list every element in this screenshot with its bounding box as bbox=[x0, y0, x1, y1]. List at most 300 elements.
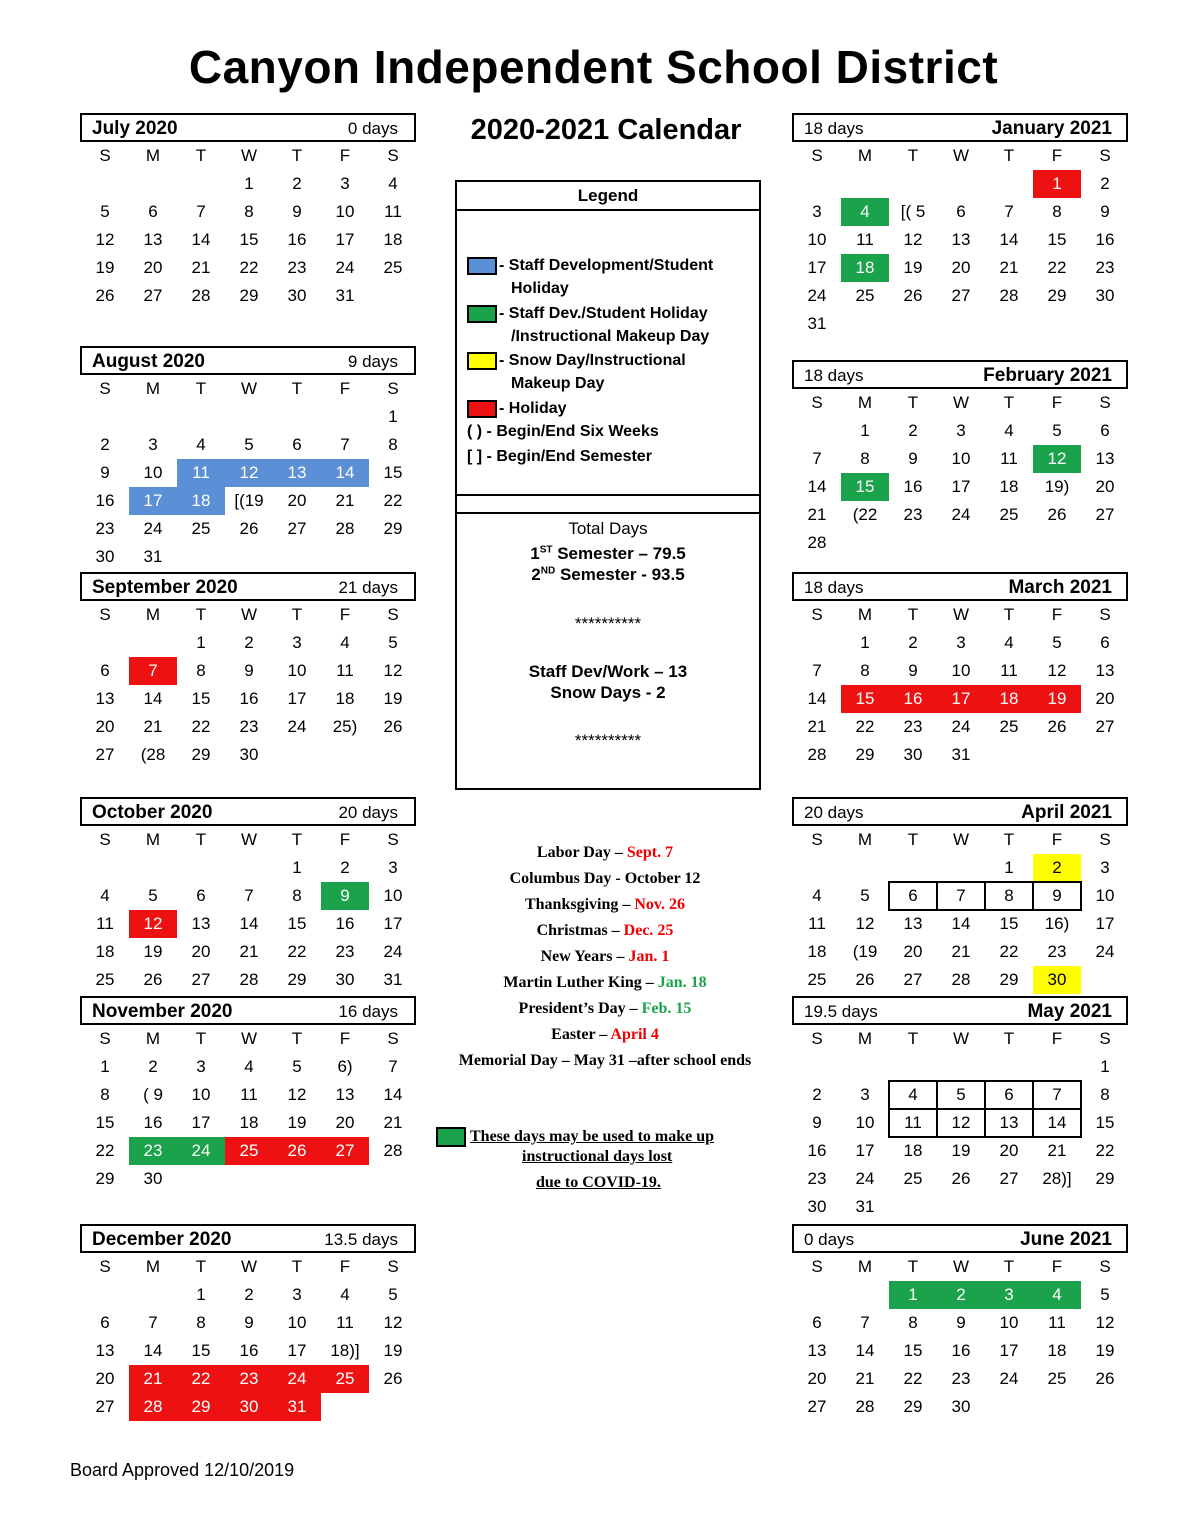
day-cell: 27 bbox=[903, 970, 923, 989]
day-cell: 4 bbox=[340, 633, 350, 652]
day-cell: 20 bbox=[951, 258, 971, 277]
day-cell: 8 bbox=[908, 1313, 918, 1332]
day-cell: 14 bbox=[321, 459, 369, 487]
month-apr bbox=[792, 797, 1128, 994]
day-cell: 21 bbox=[129, 1365, 177, 1393]
day-cell: 12 bbox=[937, 1109, 985, 1137]
day-cell: 26 bbox=[143, 970, 163, 989]
day-cell: 28 bbox=[951, 970, 971, 989]
day-cell: 1 bbox=[388, 407, 398, 426]
legend-semester: [ ] - Begin/End Semester bbox=[467, 448, 652, 465]
day-cell: 6 bbox=[100, 661, 110, 680]
holiday-date: Sept. 7 bbox=[626, 844, 674, 861]
weekday-label: S bbox=[811, 1257, 823, 1276]
red-swatch-icon bbox=[467, 400, 497, 418]
month-name: November 2020 bbox=[92, 1001, 233, 1022]
day-cell: 7 bbox=[1033, 1081, 1081, 1109]
weekday-label: S bbox=[1099, 830, 1111, 849]
holiday-name: Memorial Day – May 31 –after school ends bbox=[458, 1052, 752, 1069]
legend-text: - Staff Development/Student bbox=[499, 257, 714, 274]
day-cell: 13 bbox=[143, 230, 163, 249]
empty-cell bbox=[273, 403, 321, 431]
month-jan bbox=[792, 113, 1128, 338]
day-cell: 4 bbox=[196, 435, 206, 454]
weekday-label: T bbox=[907, 393, 919, 412]
month-feb bbox=[792, 360, 1128, 557]
day-cell: 7 bbox=[812, 449, 822, 468]
day-cell: 16 bbox=[239, 689, 259, 708]
month-day-count: 18 days bbox=[804, 578, 864, 597]
day-cell: 21 bbox=[335, 491, 355, 510]
holiday-row bbox=[440, 918, 770, 944]
weekday-label: S bbox=[387, 146, 399, 165]
day-cell: 22 bbox=[999, 942, 1019, 961]
covid-note bbox=[436, 1127, 776, 1193]
empty-cell bbox=[889, 170, 937, 198]
month-mar bbox=[792, 572, 1128, 769]
day-cell: 25 bbox=[191, 519, 211, 538]
day-cell: 17 bbox=[383, 914, 403, 933]
day-cell: 24 bbox=[177, 1137, 225, 1165]
empty-cell bbox=[369, 543, 417, 571]
day-cell: 22 bbox=[383, 491, 403, 510]
month-header bbox=[792, 996, 1128, 1025]
day-cell: 21 bbox=[951, 942, 971, 961]
day-cell: 12 bbox=[855, 914, 875, 933]
day-cell: 22 bbox=[95, 1141, 115, 1160]
day-cell: 24 bbox=[383, 942, 403, 961]
day-cell: 28 bbox=[239, 970, 259, 989]
day-cell: 9 bbox=[244, 1313, 254, 1332]
day-cell: 28 bbox=[999, 286, 1019, 305]
empty-cell bbox=[225, 1165, 273, 1193]
day-cell: 26 bbox=[95, 286, 115, 305]
day-cell: 14 bbox=[855, 1341, 875, 1360]
empty-cell bbox=[177, 543, 225, 571]
day-cell: 3 bbox=[1100, 858, 1110, 877]
day-cell: 3 bbox=[985, 1281, 1033, 1309]
day-cell: 10 bbox=[143, 463, 163, 482]
weekday-label: S bbox=[811, 605, 823, 624]
month-day-count: 21 days bbox=[338, 578, 398, 597]
day-cell: 5 bbox=[860, 886, 870, 905]
day-cell: 27 bbox=[999, 1169, 1019, 1188]
day-cell: 21 bbox=[999, 258, 1019, 277]
month-name: February 2021 bbox=[983, 365, 1112, 386]
weekday-label: T bbox=[195, 830, 207, 849]
day-cell: (22 bbox=[852, 505, 878, 524]
month-name: May 2021 bbox=[1027, 1001, 1112, 1022]
day-cell: 10 bbox=[287, 661, 307, 680]
day-cell: 24 bbox=[287, 717, 307, 736]
day-cell: 18 bbox=[999, 477, 1019, 496]
day-cell: 7 bbox=[1004, 202, 1014, 221]
weekday-label: F bbox=[1051, 1029, 1063, 1048]
weekday-label: S bbox=[811, 146, 823, 165]
day-cell: 22 bbox=[1047, 258, 1067, 277]
holiday-date: Dec. 25 bbox=[623, 922, 674, 939]
weekday-label: S bbox=[99, 1257, 111, 1276]
holiday-row bbox=[440, 970, 770, 996]
day-cell: 13 bbox=[807, 1341, 827, 1360]
day-cell: 19 bbox=[143, 942, 163, 961]
day-cell: 25 bbox=[1047, 1369, 1067, 1388]
day-cell: 20 bbox=[807, 1369, 827, 1388]
empty-cell bbox=[321, 403, 369, 431]
day-cell: 11 bbox=[240, 1085, 258, 1104]
day-cell: 2 bbox=[1100, 174, 1110, 193]
legend-text: Holiday bbox=[511, 280, 569, 297]
day-cell: 7 bbox=[937, 882, 985, 910]
weekday-label: F bbox=[1051, 393, 1063, 412]
month-jun bbox=[792, 1224, 1128, 1421]
day-cell: 20 bbox=[1095, 689, 1115, 708]
day-cell: 23 bbox=[287, 258, 307, 277]
day-cell: 29 bbox=[239, 286, 259, 305]
day-cell: 12 bbox=[1047, 661, 1067, 680]
weekday-label: M bbox=[145, 1029, 161, 1048]
weekday-label: T bbox=[907, 830, 919, 849]
empty-cell bbox=[937, 854, 985, 882]
day-cell: 20 bbox=[903, 942, 923, 961]
day-cell: 15 bbox=[95, 1113, 115, 1132]
day-cell: 24 bbox=[335, 258, 355, 277]
day-cell: 26 bbox=[239, 519, 259, 538]
legend-item-holiday bbox=[467, 397, 567, 420]
day-cell: 28 bbox=[807, 533, 827, 552]
weekday-label: S bbox=[387, 1029, 399, 1048]
empty-cell bbox=[129, 854, 177, 882]
day-cell: 29 bbox=[855, 745, 875, 764]
day-cell: 17 bbox=[1095, 914, 1115, 933]
day-cell: 25 bbox=[95, 970, 115, 989]
day-cell: 23 bbox=[335, 942, 355, 961]
day-cell: 20 bbox=[287, 491, 307, 510]
empty-cell bbox=[841, 529, 889, 557]
day-cell: 12 bbox=[903, 230, 923, 249]
day-cell: 21 bbox=[855, 1369, 875, 1388]
day-cell: 11 bbox=[177, 459, 225, 487]
legend-text: /Instructional Makeup Day bbox=[511, 328, 710, 345]
holiday-date: Jan. 18 bbox=[657, 974, 707, 991]
day-cell: 2 bbox=[244, 1285, 254, 1304]
day-cell: 14 bbox=[999, 230, 1019, 249]
day-cell: 18 bbox=[383, 230, 403, 249]
day-cell: 10 bbox=[999, 1313, 1019, 1332]
day-cell: 9 bbox=[1100, 202, 1110, 221]
day-cell: 25 bbox=[999, 717, 1019, 736]
day-cell: 3 bbox=[812, 202, 822, 221]
snow-days-count: Snow Days - 2 bbox=[550, 683, 666, 702]
day-cell: 31 bbox=[807, 314, 827, 333]
day-cell: 1 bbox=[1100, 1057, 1110, 1076]
day-cell: 1 bbox=[244, 174, 254, 193]
day-cell: 16 bbox=[807, 1141, 827, 1160]
day-cell: 25 bbox=[855, 286, 875, 305]
day-cell: 10 bbox=[287, 1313, 307, 1332]
holiday-row bbox=[440, 1048, 770, 1074]
day-cell: 18 bbox=[841, 254, 889, 282]
weekday-label: F bbox=[339, 146, 351, 165]
day-cell: 16 bbox=[239, 1341, 259, 1360]
weekday-label: F bbox=[339, 1257, 351, 1276]
day-cell: 25 bbox=[321, 1365, 369, 1393]
day-cell: 15 bbox=[999, 914, 1019, 933]
empty-cell bbox=[273, 741, 321, 769]
day-cell: 10 bbox=[807, 230, 827, 249]
day-cell: 24 bbox=[143, 519, 163, 538]
day-cell: 11 bbox=[384, 202, 402, 221]
weekday-label: W bbox=[240, 146, 258, 165]
day-cell: 13 bbox=[1095, 449, 1115, 468]
empty-cell bbox=[937, 1193, 985, 1221]
empty-cell bbox=[793, 1053, 841, 1081]
empty-cell bbox=[841, 1053, 889, 1081]
empty-cell bbox=[369, 1393, 417, 1421]
month-header bbox=[792, 113, 1128, 142]
day-cell: 28 bbox=[191, 286, 211, 305]
day-cell: 3 bbox=[292, 633, 302, 652]
empty-cell bbox=[177, 1165, 225, 1193]
month-day-count: 19.5 days bbox=[804, 1002, 878, 1021]
day-cell: 6 bbox=[1100, 421, 1110, 440]
month-header bbox=[792, 360, 1128, 389]
empty-cell bbox=[369, 282, 417, 310]
day-cell: 26 bbox=[383, 717, 403, 736]
day-cell: 6 bbox=[889, 882, 937, 910]
month-header bbox=[792, 1224, 1128, 1253]
day-cell: 26 bbox=[951, 1169, 971, 1188]
month-header bbox=[80, 113, 416, 142]
weekday-label: S bbox=[1099, 1029, 1111, 1048]
month-name: September 2020 bbox=[92, 577, 238, 598]
day-cell: 26 bbox=[383, 1369, 403, 1388]
day-cell: 21 bbox=[191, 258, 211, 277]
empty-cell bbox=[985, 1193, 1033, 1221]
day-cell: 8 bbox=[860, 449, 870, 468]
day-cell: 6 bbox=[812, 1313, 822, 1332]
day-cell: 1 bbox=[196, 1285, 206, 1304]
day-cell: 31 bbox=[335, 286, 355, 305]
day-cell: 22 bbox=[191, 717, 211, 736]
holiday-row bbox=[440, 1022, 770, 1048]
weekday-label: S bbox=[99, 1029, 111, 1048]
empty-cell bbox=[81, 403, 129, 431]
day-cell: 11 bbox=[96, 914, 114, 933]
weekday-label: S bbox=[811, 1029, 823, 1048]
day-cell: 17 bbox=[937, 685, 985, 713]
green-swatch-icon bbox=[436, 1127, 466, 1147]
day-cell: 16 bbox=[335, 914, 355, 933]
total-days-label: Total Days bbox=[568, 519, 648, 538]
day-cell: 27 bbox=[95, 1397, 115, 1416]
day-cell: 28)] bbox=[1042, 1169, 1072, 1188]
day-cell: 8 bbox=[860, 661, 870, 680]
empty-cell bbox=[321, 741, 369, 769]
weekday-label: S bbox=[811, 393, 823, 412]
day-cell: 13 bbox=[335, 1085, 355, 1104]
empty-cell bbox=[1081, 741, 1129, 769]
day-cell: 15 bbox=[841, 685, 889, 713]
day-cell: 15 bbox=[287, 914, 307, 933]
month-day-count: 0 days bbox=[804, 1230, 855, 1249]
day-cell: 18 bbox=[177, 487, 225, 515]
day-cell: 7 bbox=[196, 202, 206, 221]
day-cell: 28 bbox=[383, 1141, 403, 1160]
day-cell: 20 bbox=[999, 1141, 1019, 1160]
empty-cell bbox=[793, 629, 841, 657]
day-cell: 29 bbox=[191, 745, 211, 764]
day-cell: 5 bbox=[100, 202, 110, 221]
day-cell: 1 bbox=[196, 633, 206, 652]
day-cell: 23 bbox=[95, 519, 115, 538]
day-cell: 11 bbox=[889, 1109, 937, 1137]
day-cell: 25 bbox=[225, 1137, 273, 1165]
empty-cell bbox=[177, 403, 225, 431]
day-cell: 8 bbox=[1052, 202, 1062, 221]
month-header bbox=[792, 572, 1128, 601]
day-cell: 30 bbox=[239, 745, 259, 764]
day-cell: 12 bbox=[383, 661, 403, 680]
day-cell: 2 bbox=[812, 1085, 822, 1104]
weekday-label: T bbox=[1003, 605, 1015, 624]
covid-note-line: These days may be used to make up bbox=[470, 1128, 715, 1145]
day-cell: 13 bbox=[95, 689, 115, 708]
weekday-label: S bbox=[99, 605, 111, 624]
day-cell: 14 bbox=[951, 914, 971, 933]
weekday-label: W bbox=[240, 1029, 258, 1048]
holiday-date: Jan. 1 bbox=[628, 948, 670, 965]
month-name: March 2021 bbox=[1008, 577, 1112, 598]
day-cell: 22 bbox=[177, 1365, 225, 1393]
holiday-name: Easter – bbox=[551, 1026, 611, 1043]
day-cell: 29 bbox=[177, 1393, 225, 1421]
day-cell: 27 bbox=[287, 519, 307, 538]
weekday-label: T bbox=[1003, 393, 1015, 412]
day-cell: 17 bbox=[999, 1341, 1019, 1360]
day-cell: 2 bbox=[148, 1057, 158, 1076]
day-cell: 16 bbox=[1095, 230, 1115, 249]
day-cell: 12 bbox=[129, 910, 177, 938]
day-cell: 24 bbox=[855, 1169, 875, 1188]
day-cell: 16 bbox=[95, 491, 115, 510]
day-cell: 13 bbox=[191, 914, 211, 933]
weekday-label: M bbox=[145, 1257, 161, 1276]
day-cell: 19 bbox=[287, 1113, 307, 1132]
weekday-label: W bbox=[240, 830, 258, 849]
day-cell: 8 bbox=[100, 1085, 110, 1104]
day-cell: 23 bbox=[807, 1169, 827, 1188]
day-cell: 4 bbox=[388, 174, 398, 193]
empty-cell bbox=[841, 310, 889, 338]
day-cell: 10 bbox=[191, 1085, 211, 1104]
empty-cell bbox=[129, 1281, 177, 1309]
weekday-label: S bbox=[1099, 146, 1111, 165]
month-name: August 2020 bbox=[92, 351, 205, 372]
day-cell: 3 bbox=[956, 633, 966, 652]
day-cell: 2 bbox=[1033, 854, 1081, 882]
weekday-label: F bbox=[339, 379, 351, 398]
day-cell: 4 bbox=[1004, 633, 1014, 652]
day-cell: 1 bbox=[1004, 858, 1014, 877]
empty-cell bbox=[1033, 529, 1081, 557]
day-cell: 15 bbox=[191, 1341, 211, 1360]
weekday-label: T bbox=[195, 146, 207, 165]
day-cell: 28 bbox=[335, 519, 355, 538]
day-cell: 4 bbox=[812, 886, 822, 905]
weekday-label: M bbox=[857, 393, 873, 412]
day-cell: 13 bbox=[1095, 661, 1115, 680]
empty-cell bbox=[937, 529, 985, 557]
weekday-label: T bbox=[907, 1257, 919, 1276]
day-cell: 11 bbox=[1048, 1313, 1066, 1332]
day-cell: 7 bbox=[812, 661, 822, 680]
weekday-label: T bbox=[291, 1029, 303, 1048]
day-cell: 18 bbox=[1047, 1341, 1067, 1360]
holiday-row bbox=[440, 996, 770, 1022]
day-cell: 19 bbox=[1095, 1341, 1115, 1360]
empty-cell bbox=[1081, 1393, 1129, 1421]
weekday-label: W bbox=[952, 1029, 970, 1048]
empty-cell bbox=[321, 1393, 369, 1421]
holiday-row bbox=[440, 944, 770, 970]
day-cell: 18 bbox=[807, 942, 827, 961]
day-cell: 27 bbox=[1095, 505, 1115, 524]
weekday-label: T bbox=[1003, 830, 1015, 849]
weekday-label: M bbox=[857, 605, 873, 624]
day-cell: 5 bbox=[1052, 633, 1062, 652]
day-cell: 23 bbox=[239, 717, 259, 736]
day-cell: 9 bbox=[908, 449, 918, 468]
month-nov bbox=[80, 996, 416, 1193]
day-cell: 5 bbox=[388, 633, 398, 652]
weekday-label: M bbox=[857, 146, 873, 165]
weekday-label: S bbox=[811, 830, 823, 849]
day-cell: 13 bbox=[903, 914, 923, 933]
day-cell: 13 bbox=[273, 459, 321, 487]
empty-cell bbox=[937, 310, 985, 338]
day-cell: 8 bbox=[388, 435, 398, 454]
semester-2-total: 2ND Semester - 93.5 bbox=[531, 565, 685, 584]
empty-cell bbox=[273, 543, 321, 571]
day-cell: 6 bbox=[100, 1313, 110, 1332]
month-header bbox=[792, 797, 1128, 826]
day-cell: 15 bbox=[239, 230, 259, 249]
day-cell: 19 bbox=[1033, 685, 1081, 713]
day-cell: 2 bbox=[292, 174, 302, 193]
weekday-label: F bbox=[339, 1029, 351, 1048]
day-cell: 7 bbox=[129, 657, 177, 685]
day-cell: 25 bbox=[807, 970, 827, 989]
staff-dev-count: Staff Dev/Work – 13 bbox=[528, 662, 688, 681]
empty-cell bbox=[225, 854, 273, 882]
weekday-label: S bbox=[387, 1257, 399, 1276]
day-cell: 9 bbox=[956, 1313, 966, 1332]
day-cell: 22 bbox=[239, 258, 259, 277]
weekday-label: S bbox=[387, 379, 399, 398]
day-cell: 16) bbox=[1044, 914, 1070, 933]
day-cell: 6 bbox=[956, 202, 966, 221]
day-cell: 30 bbox=[1033, 966, 1081, 994]
day-cell: 6 bbox=[292, 435, 302, 454]
weekday-label: W bbox=[952, 146, 970, 165]
day-cell: 25 bbox=[903, 1169, 923, 1188]
empty-cell bbox=[793, 417, 841, 445]
day-cell: 31 bbox=[951, 745, 971, 764]
day-cell: 1 bbox=[889, 1281, 937, 1309]
day-cell: 29 bbox=[1095, 1169, 1115, 1188]
weekday-label: T bbox=[195, 1257, 207, 1276]
